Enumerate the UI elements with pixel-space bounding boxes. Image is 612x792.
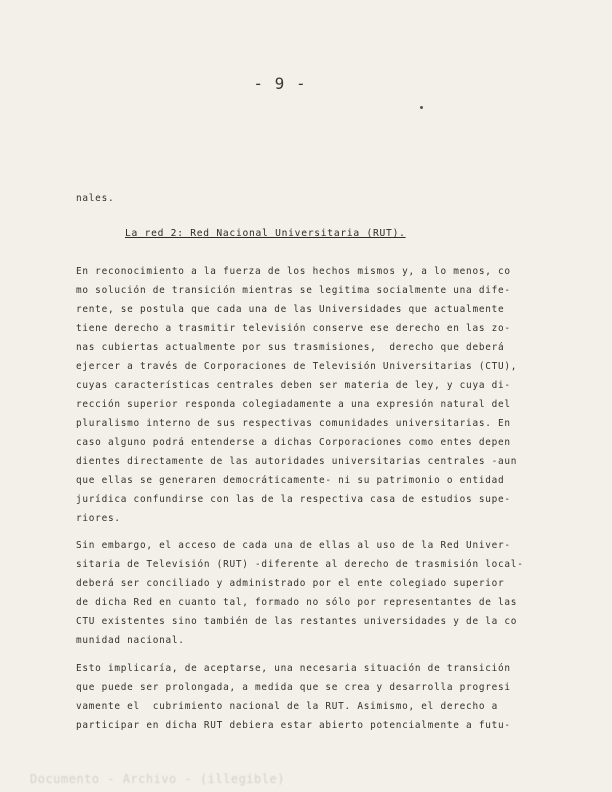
text-line: cuyas características centrales deben ser materia de ley, y cuya di- bbox=[76, 380, 511, 391]
section-heading: La red 2: Red Nacional Universitaria (RUT). bbox=[125, 228, 406, 239]
archive-stamp: Documento - Archivo - (illegible) bbox=[30, 772, 285, 786]
text-line: mo solución de transición mientras se legitima socialmente una dife- bbox=[76, 285, 511, 296]
text-line: riores. bbox=[76, 513, 121, 524]
text-line: ejercer a través de Corporaciones de Televisión Universitarias (CTU), bbox=[76, 361, 518, 372]
fragment-line: nales. bbox=[76, 193, 115, 204]
text-line: deberá ser conciliado y administrado por el ente colegiado superior bbox=[76, 578, 505, 589]
text-line: En reconocimiento a la fuerza de los hechos mismos y, a lo menos, co bbox=[76, 266, 511, 277]
text-line: rente, se postula que cada una de las Universidades que actualmente bbox=[76, 304, 505, 315]
text-line: jurídica confundirse con las de la respectiva casa de estudios supe- bbox=[76, 494, 511, 505]
text-line: sitaria de Televisión (RUT) -diferente al derecho de trasmisión local- bbox=[76, 559, 524, 570]
text-line: Sin embargo, el acceso de cada una de ellas al uso de la Red Univer- bbox=[76, 540, 511, 551]
text-line: de dicha Red en cuanto tal, formado no sólo por representantes de las bbox=[76, 597, 518, 608]
text-line: participar en dicha RUT debiera estar abierto potencialmente a futu- bbox=[76, 720, 511, 731]
text-line: tiene derecho a trasmitir televisión conserve ese derecho en las zo- bbox=[76, 323, 511, 334]
ink-dot bbox=[420, 106, 423, 109]
text-line: munidad nacional. bbox=[76, 635, 185, 646]
text-line: nas cubiertas actualmente por sus trasmisiones, derecho que deberá bbox=[76, 342, 505, 353]
text-line: caso alguno podrá entenderse a dichas Corporaciones como entes depen bbox=[76, 437, 511, 448]
text-line: vamente el cubrimiento nacional de la RUT. Asimismo, el derecho a bbox=[76, 701, 499, 712]
text-line: Esto implicaría, de aceptarse, una necesaria situación de transición bbox=[76, 663, 511, 674]
text-line: que puede ser prolongada, a medida que se crea y desarrolla progresi bbox=[76, 682, 511, 693]
text-line: pluralismo interno de sus respectivas comunidades universitarias. En bbox=[76, 418, 511, 429]
text-line: dientes directamente de las autoridades universitarias centrales -aun bbox=[76, 456, 518, 467]
text-line: CTU existentes sino también de las restantes universidades y de la co bbox=[76, 616, 518, 627]
page-number: - 9 - bbox=[253, 74, 307, 93]
text-line: que ellas se generaren democráticamente- ni su patrimonio o entidad bbox=[76, 475, 505, 486]
text-line: rección superior responda colegiadamente a una expresión natural del bbox=[76, 399, 511, 410]
